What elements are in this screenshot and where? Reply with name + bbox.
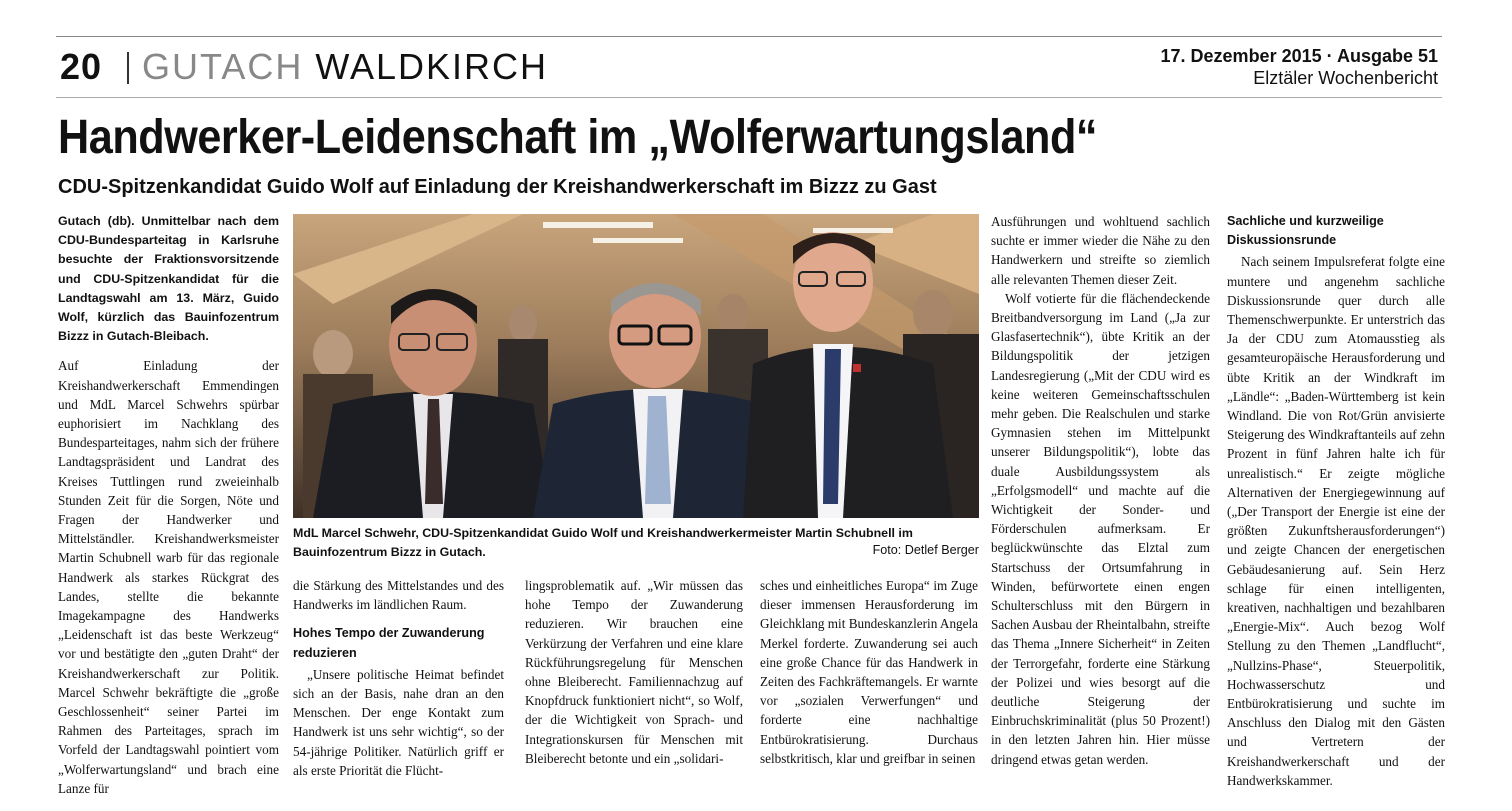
header-separator: [127, 52, 129, 84]
section-title-light: GUTACH: [142, 46, 304, 87]
article-paragraph: Ausführungen und wohltuend sachlich suchte er immer wieder die Nähe zu den Handwerkern und streifte so ziemlich alle relevanten Themen dieser Zeit.: [991, 214, 1210, 287]
header-bottom-rule: [56, 97, 1442, 98]
article-subhead: Hohes Tempo der Zuwanderung reduzieren: [293, 626, 485, 660]
article-paragraph: Nach seinem Impulsreferat folgte eine muntere und angenehm sachliche Diskussionsrunde quer durch alle Themenschwerpunkte. Er unterstrich das Ja der CDU zum Atomausstieg als gesamteuropäische Herausforderung und übte Kritik an der Windkraft im „Ländle“: „Baden-Württemberg ist kein Windland. Die von Rot/Grün anvisierte Steigerung des Windkraftanteils auf zehn Prozent in fünf Jahren halte ich für unrealistisch.“ Er zeigte mögliche Alternativen der Energiegewinnung auf („Der Transport der Energie ist eine der größten Zukunftsherausforderungen“) und zeigte Chancen der energetischen Gebäudesanierung auf. Sein Herz schlage für einen intelligenten, kreativen, nachhaltigen und bezahlbaren „Energie-Mix“. Auch bezog Wolf Stellung zu den Themen „Landflucht“, „Nullzins-Phase“, Steuerpolitik, Hochwasserschutz und Entbürokratisierung und suchte im Anschluss den Dialog mit den Gästen und Vertretern der Kreishandwerkerschaft und der Handwerkskammer.: [1227, 254, 1445, 788]
publication-name: Elztäler Wochenbericht: [1253, 68, 1438, 88]
issue-date: 17. Dezember 2015 · Ausgabe 51: [1160, 46, 1438, 66]
article-subhead: Sachliche und kurzweilige Diskussionsrunde: [1227, 214, 1384, 248]
article-subheadline: CDU-Spitzenkandidat Guido Wolf auf Einladung der Kreishandwerkerschaft im Bizzz zu Gast: [58, 176, 937, 198]
article-paragraph: „Unsere politische Heimat befindet sich an der Basis, nahe dran an den Menschen. Der enge Kontakt zum Handwerk ist uns sehr wichtig“, so der 54-jährige Politiker. Natürlich griff er als erste Priorität die Flücht-: [293, 666, 504, 778]
article-column-4: [760, 576, 978, 768]
article-paragraph: die Stärkung des Mittelstandes und des Handwerks im ländlichen Raum.: [293, 578, 504, 613]
article-paragraph: lingsproblematik auf. „Wir müssen das hohe Tempo der Zuwanderung reduzieren. Wir brauchen eine Verkürzung der Verfahren und eine klare Rückführungsregelung für Menschen ohne Bleiberecht. Familiennachzug auf Knopfdruck funktioniert nicht“, so Wolf, der die Wichtigkeit von Sprach- und Integrationskursen für Menschen mit Bleiberecht betonte und ein „solidari-: [525, 578, 743, 766]
article-paragraph: Auf Einladung der Kreishandwerkerschaft Emmendingen und MdL Marcel Schwehrs spürbar euphorisiert im Nachklang des Bundesparteitages, nahm sich der frühere Landtagspräsident und Landrat des Kreises Tuttlingen rund zweieinhalb Stunden Zeit für die Sorgen, Nöte und Fragen der Handwerker und Mittelständler. Kreishandwerksmeister Martin Schubnell warb für das regionale Handwerk als starkes Rückgrat des Landes, stellte die bekannte Imagekampagne des Handwerks „Leidenschaft ist das beste Werkzeug“ vor und bestätigte den „guten Draht“ der Kreishandwerkerschaft zur Politik. Marcel Schwehr bekräftigte die „große Geschlossenheit“ seiner Partei im Rahmen des Parteitages, sprach im Vorfeld der Landtagswahl pointiert vom „Wolferwartungsland“ und brach eine Lanze für: [58, 358, 279, 796]
article-paragraph: Wolf votierte für die flächendeckende Breitbandversorgung im Land („Ja zur Glasfasertechnik“), übte Kritik an der Bildungspolitik der jetzigen Landesregierung („Mit der CDU wird es keine weiteren Gemeinschaftsschulen mehr geben. Die Realschulen und starke Gymnasien stehen im Mittelpunkt unserer Bildungspolitik“), lobte das duale Ausbildungssystem als „Erfolgsmodell“ und machte auf die Wichtigkeit der Sonder- und Förderschulen aufmerksam. Er beglückwünschte das Elztal zum Startschuss der Ortsumfahrung in Winden, befürwortete einen engen Schulterschluss mit den Bürgern in Sachen Ausbau der Rheintalbahn, streifte das Thema „Innere Sicherheit“ in Zeiten der Terrorgefahr, forderte eine Stärkung der Polizei und wies besorgt auf die deutliche Steigerung der Einbruchskriminalität (plus 50 Prozent!) in den letzten Jahren hin. Hier müsse dringend etwas getan werden.: [991, 290, 1210, 767]
article-headline: Handwerker-Leidenschaft im „Wolferwartungsland“: [58, 111, 1098, 164]
section-title-dark: WALDKIRCH: [315, 46, 549, 87]
article-lead: Gutach (db). Unmittelbar nach dem CDU-Bundesparteitag in Karlsruhe besuchte der Fraktionsvorsitzende und CDU-Spitzenkandidat für die Landtagswahl am 13. März, Guido Wolf, kürzlich das Bauinfozentrum Bizzz in Gutach-Bleibach.: [58, 214, 279, 344]
article-column-6: [1227, 212, 1445, 790]
photo-credit: Foto: Detlef Berger: [872, 543, 979, 557]
header-top-rule: [56, 36, 1442, 37]
article-paragraph: sches und einheitliches Europa“ im Zuge dieser immensen Herausforderung im Gleichklang mit Bundeskanzlerin Angela Merkel forderte. Zuwanderung sei auch eine große Chance für das Handwerk in Zeiten des Fachkräftemangels. Er warnte vor „sozialen Verwerfungen“ und forderte eine nachhaltige Entbürokratisierung. Durchaus selbstkritisch, klar und greifbar in seinen: [760, 578, 978, 766]
page-number: 20: [60, 46, 103, 87]
article-column-1: [58, 212, 279, 798]
article-photo: [293, 214, 979, 518]
photo-caption: MdL Marcel Schwehr, CDU-Spitzenkandidat Guido Wolf und Kreishandwerkermeister Martin Schubnell im Bauinfozentrum Bizzz in Gutach.: [293, 526, 913, 559]
article-column-2: [293, 576, 504, 780]
photo-illustration: [293, 214, 979, 518]
article-column-3: [525, 576, 743, 768]
section-title: [142, 46, 548, 88]
article-column-5: [991, 212, 1210, 769]
